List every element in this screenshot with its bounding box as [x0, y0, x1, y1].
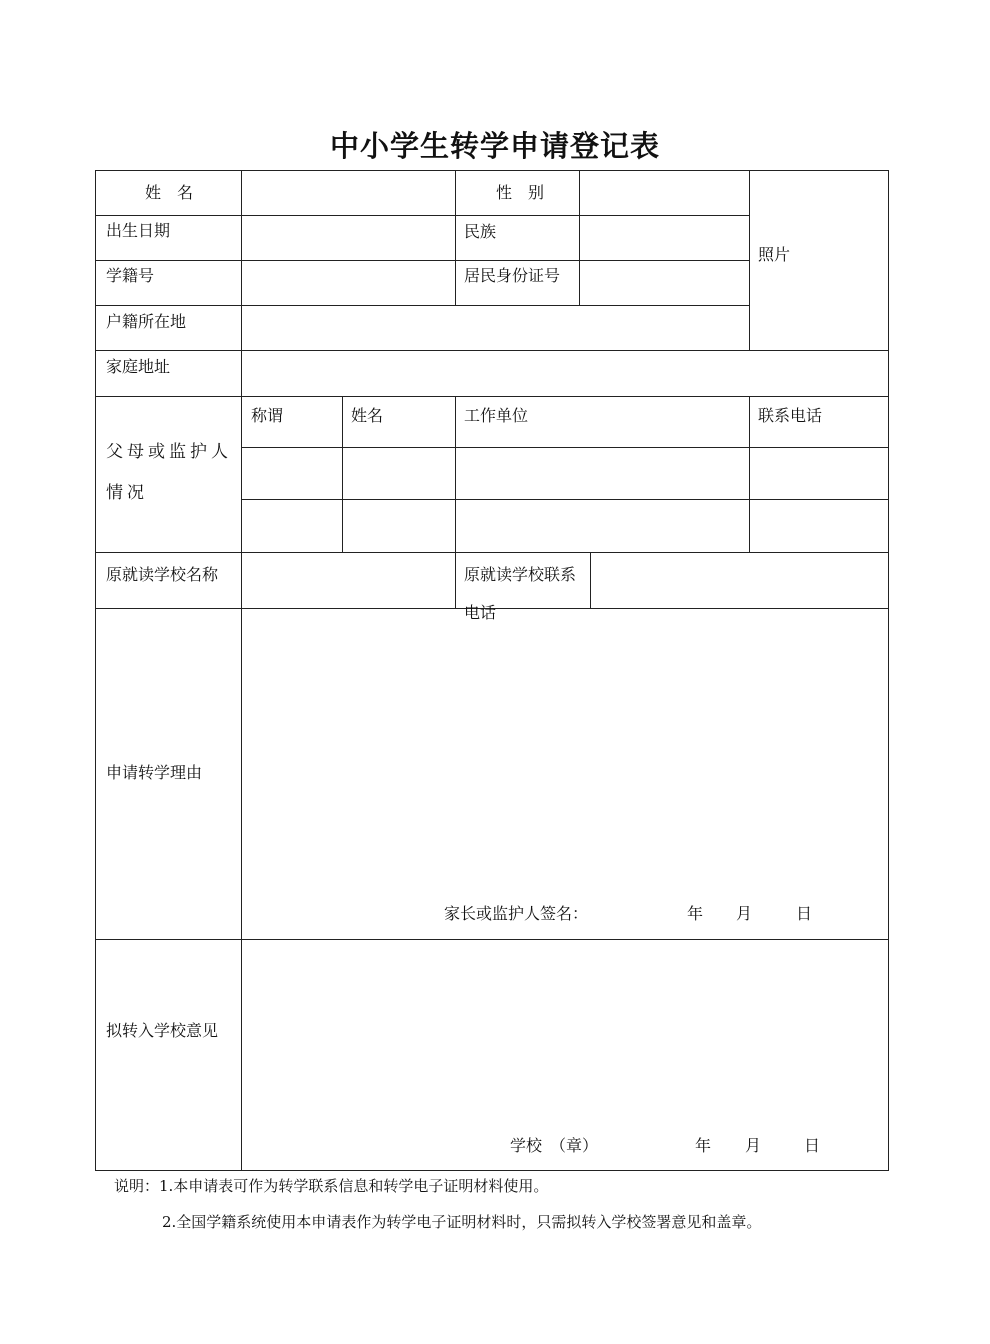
household-field[interactable]	[242, 306, 749, 350]
column-divider	[455, 170, 456, 305]
guardian-label: 父母或监护人情况	[106, 442, 232, 503]
reason-date-day: 日	[796, 904, 813, 923]
gender-field[interactable]	[580, 171, 749, 215]
address-label: 家庭地址	[106, 357, 171, 376]
household-label: 户籍所在地	[106, 312, 187, 331]
note-line-1: 说明：1.本申请表可作为转学联系信息和转学电子证明材料使用。	[114, 1177, 549, 1195]
guardian-row-2[interactable]	[242, 500, 888, 552]
opinion-label: 拟转入学校意见	[106, 1021, 219, 1040]
form-title: 中小学生转学申请登记表	[329, 129, 660, 163]
birth-date-field[interactable]	[242, 216, 455, 260]
name-field[interactable]	[242, 171, 455, 215]
name-label: 姓 名	[145, 183, 194, 202]
opinion-date-year: 年	[695, 1136, 712, 1155]
reason-field[interactable]	[242, 609, 888, 894]
photo-area[interactable]	[750, 171, 888, 350]
guardian-col-relation: 称谓	[251, 406, 284, 425]
reason-date-month: 月	[736, 904, 753, 923]
guardian-col-name: 姓名	[351, 406, 384, 425]
ethnicity-label: 民族	[464, 222, 497, 241]
id-card-label: 居民身份证号	[464, 266, 561, 285]
birth-date-label: 出生日期	[106, 221, 171, 240]
photo-label: 照片	[758, 245, 791, 264]
guardian-col-phone: 联系电话	[758, 406, 823, 425]
gender-label: 性 别	[496, 183, 545, 202]
opinion-date-month: 月	[745, 1136, 762, 1155]
reason-label: 申请转学理由	[106, 763, 203, 782]
guardian-col-workplace: 工作单位	[464, 406, 529, 425]
guardian-row-1[interactable]	[242, 448, 888, 499]
student-id-label: 学籍号	[106, 266, 155, 285]
guardian-signature-label: 家长或监护人签名：	[444, 904, 589, 923]
address-field[interactable]	[242, 351, 888, 396]
opinion-date-day: 日	[804, 1136, 821, 1155]
ethnicity-field[interactable]	[580, 216, 749, 260]
orig-school-phone-field[interactable]	[591, 553, 888, 608]
student-id-field[interactable]	[242, 261, 455, 305]
orig-school-label: 原就读学校名称	[106, 565, 219, 584]
note-line-2: 2.全国学籍系统使用本申请表作为转学电子证明材料时，只需拟转入学校签署意见和盖章。	[162, 1213, 762, 1231]
orig-school-phone-cell	[456, 553, 590, 622]
row-divider	[95, 396, 889, 397]
orig-school-field[interactable]	[242, 553, 455, 608]
table-border-right	[888, 170, 889, 1171]
table-border-bottom	[95, 1170, 889, 1171]
table-border-left	[95, 170, 96, 1171]
reason-date-year: 年	[687, 904, 704, 923]
school-seal-label: 学校 （章）	[510, 1136, 599, 1155]
opinion-field[interactable]	[242, 940, 888, 1125]
orig-school-phone-label: 原就读学校联系电话	[464, 565, 577, 622]
id-card-field[interactable]	[580, 261, 749, 305]
